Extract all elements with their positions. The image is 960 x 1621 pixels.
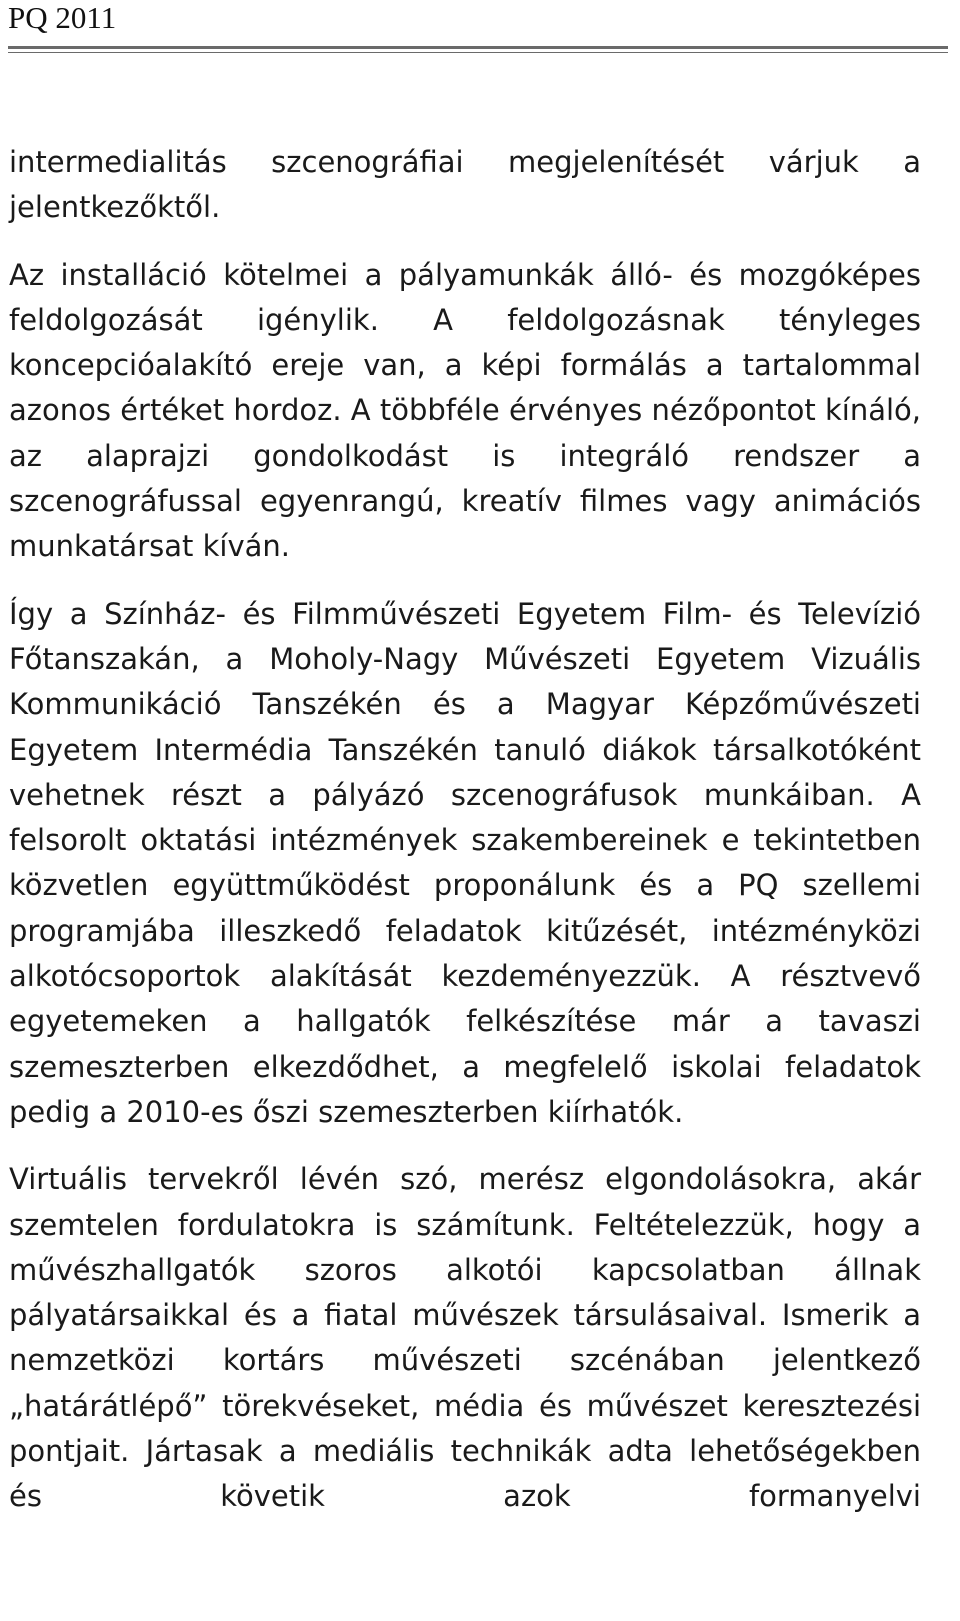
header-rule xyxy=(8,46,948,49)
paragraph-intermediality: intermedialitás szcenográfiai megjelenítését várjuk a jelentkezőktől. xyxy=(9,145,921,225)
paragraph-virtual-plans: Virtuális tervekről lévén szó, merész elgondolásokra, akár szemtelen fordulatokra is számítunk. Feltételezzük, hogy a művészhallgatók szoros alkotói kapcsolatban állnak pályatársaikkal és a fiatal művészek társulásaival. Ismerik a nemzetközi kortárs művészeti szcénában jelentkező „határátlépő” törekvéseket, média és művészet keresztezési pontjait. Jártasak a mediális technikák adta lehetőségekben és követik azok formanyelvi xyxy=(9,1162,921,1514)
header-title: PQ 2011 xyxy=(8,0,117,35)
paragraph-universities: Így a Színház- és Filmművészeti Egyetem Film- és Televízió Főtanszakán, a Moholy-Nagy Művészeti Egyetem Vizuális Kommunikáció Tanszékén és a Magyar Képzőművészeti Egyetem Intermédia Tanszékén tanuló diákok társalkotóként vehetnek részt a pályázó szcenográfusok munkáiban. A felsorolt oktatási intézmények szakembereinek e tekintetben közvetlen együttműködést proponálunk és a PQ szellemi programjába illeszkedő feladatok kitűzését, intézményközi alkotócsoportok alakítását kezdeményezzük. A résztvevő egyetemeken a hallgatók felkészítése már a tavaszi szemeszterben elkezdődhet, a megfelelő iskolai feladatok pedig a 2010-es őszi szemeszterben kiírhatók. xyxy=(9,596,921,1129)
paragraph-installation: Az installáció kötelmei a pályamunkák álló- és mozgóképes feldolgozását igénylik. A feldolgozásnak tényleges koncepcióalakító ereje van, a képi formálás a tartalommal azonos értéket hordoz. A többféle érvényes nézőpontot kínáló, az alaprajzi gondolkodást is integráló rendszer a szcenográfussal egyenrangú, kreatív filmes vagy animációs munkatársat kíván. xyxy=(9,257,921,564)
document-body xyxy=(9,140,921,1520)
header-rule-thin xyxy=(8,52,948,53)
page-header xyxy=(8,0,948,36)
